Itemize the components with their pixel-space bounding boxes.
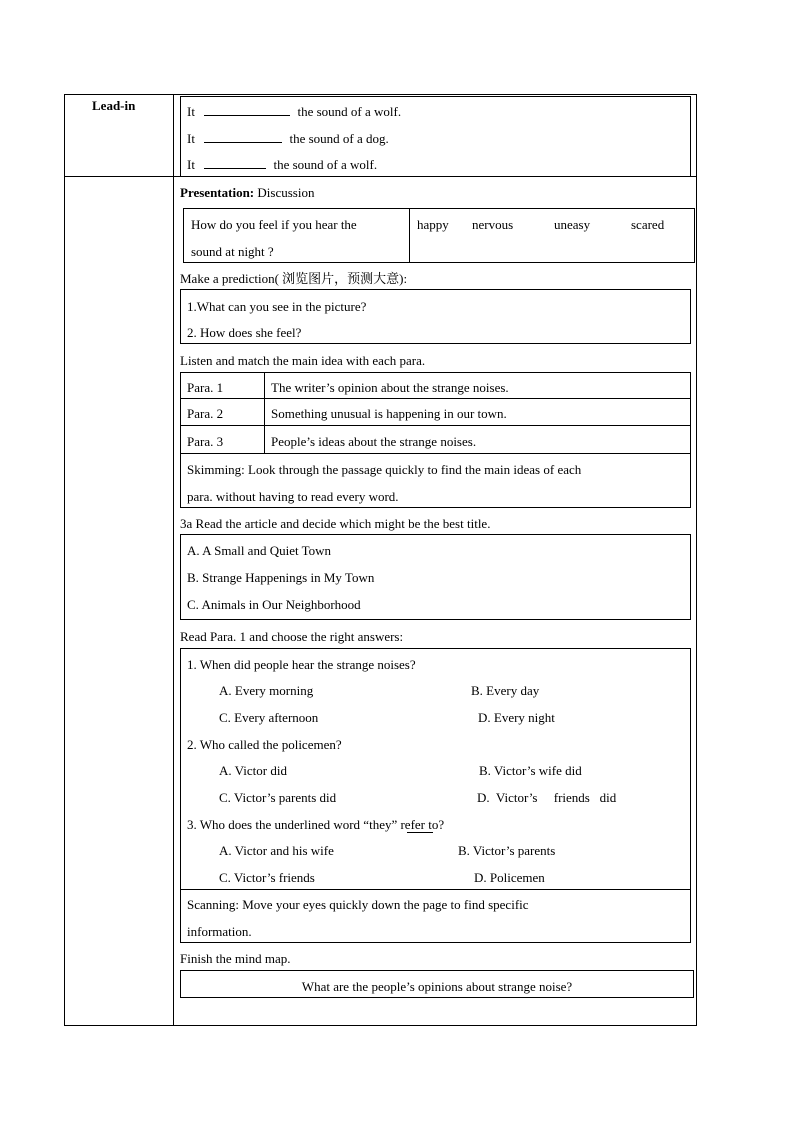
para1-heading: Read Para. 1 and choose the right answers: [180, 629, 404, 644]
fill-blank[interactable] [204, 131, 282, 143]
leadin-line-1: It the sound of a wolf. [187, 104, 402, 119]
para-label: Para. 1 [187, 380, 224, 395]
option: D. Victor’s friends did [477, 790, 617, 805]
prediction-q2: 2. How does she feel? [187, 325, 302, 340]
option: C. Victor’s friends [219, 870, 315, 885]
para-label: Para. 3 [187, 434, 224, 449]
discussion-divider [409, 208, 410, 263]
feeling-word: scared [631, 217, 665, 232]
outer-left-border [64, 94, 65, 1026]
para-idea: People’s ideas about the strange noises. [271, 434, 477, 449]
outer-right-border [696, 94, 697, 1026]
para-idea: Something unusual is happening in our town. [271, 406, 507, 421]
column-divider [173, 94, 174, 1026]
option: D. Policemen [474, 870, 545, 885]
mindmap-heading: Finish the mind map. [180, 951, 291, 966]
feeling-word: happy [417, 217, 449, 232]
leadin-line-2: It the sound of a dog. [187, 131, 389, 146]
para-idea: The writer’s opinion about the strange noises. [271, 380, 509, 395]
match-row-line [180, 453, 691, 454]
title-option: A. A Small and Quiet Town [187, 543, 332, 558]
skimming-line-2: para. without having to read every word. [187, 489, 399, 504]
option: A. Victor did [219, 763, 287, 778]
para-label: Para. 2 [187, 406, 224, 421]
skimming-line-1: Skimming: Look through the passage quickly to find the main ideas of each [187, 462, 582, 477]
underline-they [407, 832, 433, 833]
option: C. Every afternoon [219, 710, 319, 725]
match-row-line [180, 398, 691, 399]
match-heading: Listen and match the main idea with each para. [180, 353, 426, 368]
feeling-word: nervous [472, 217, 514, 232]
prediction-q1: 1.What can you see in the picture? [187, 299, 367, 314]
title-task-heading: 3a Read the article and decide which might be the best title. [180, 516, 491, 531]
outer-top-border [64, 94, 697, 95]
prediction-heading: Make a prediction( 浏览图片，预测大意): [180, 271, 408, 286]
discussion-question-2: sound at night ? [191, 244, 274, 259]
presentation-heading: Presentation: Discussion [180, 185, 315, 200]
option: D. Every night [478, 710, 555, 725]
outer-bottom-border [64, 1025, 697, 1026]
question-2: 2. Who called the policemen? [187, 737, 342, 752]
feeling-word: uneasy [554, 217, 591, 232]
option: B. Every day [471, 683, 540, 698]
scanning-line-2: information. [187, 924, 252, 939]
title-option: B. Strange Happenings in My Town [187, 570, 375, 585]
fill-blank[interactable] [204, 157, 266, 169]
mindmap-question: What are the people’s opinions about strange noise? [301, 979, 573, 994]
leadin-label: Lead-in [92, 98, 136, 113]
scanning-line-1: Scanning: Move your eyes quickly down the page to find specific [187, 897, 529, 912]
row-divider [64, 176, 697, 177]
option: A. Every morning [219, 683, 314, 698]
match-col-line [264, 372, 265, 454]
title-option: C. Animals in Our Neighborhood [187, 597, 361, 612]
option: C. Victor’s parents did [219, 790, 337, 805]
match-row-line [180, 425, 691, 426]
question-1: 1. When did people hear the strange noises? [187, 657, 416, 672]
option: B. Victor’s wife did [479, 763, 582, 778]
option: B. Victor’s parents [458, 843, 556, 858]
option: A. Victor and his wife [219, 843, 334, 858]
question-3: 3. Who does the underlined word “they” refer to? [187, 817, 445, 832]
leadin-line-3: It the sound of a wolf. [187, 157, 378, 172]
discussion-question-1: How do you feel if you hear the [191, 217, 357, 232]
fill-blank[interactable] [204, 104, 290, 116]
